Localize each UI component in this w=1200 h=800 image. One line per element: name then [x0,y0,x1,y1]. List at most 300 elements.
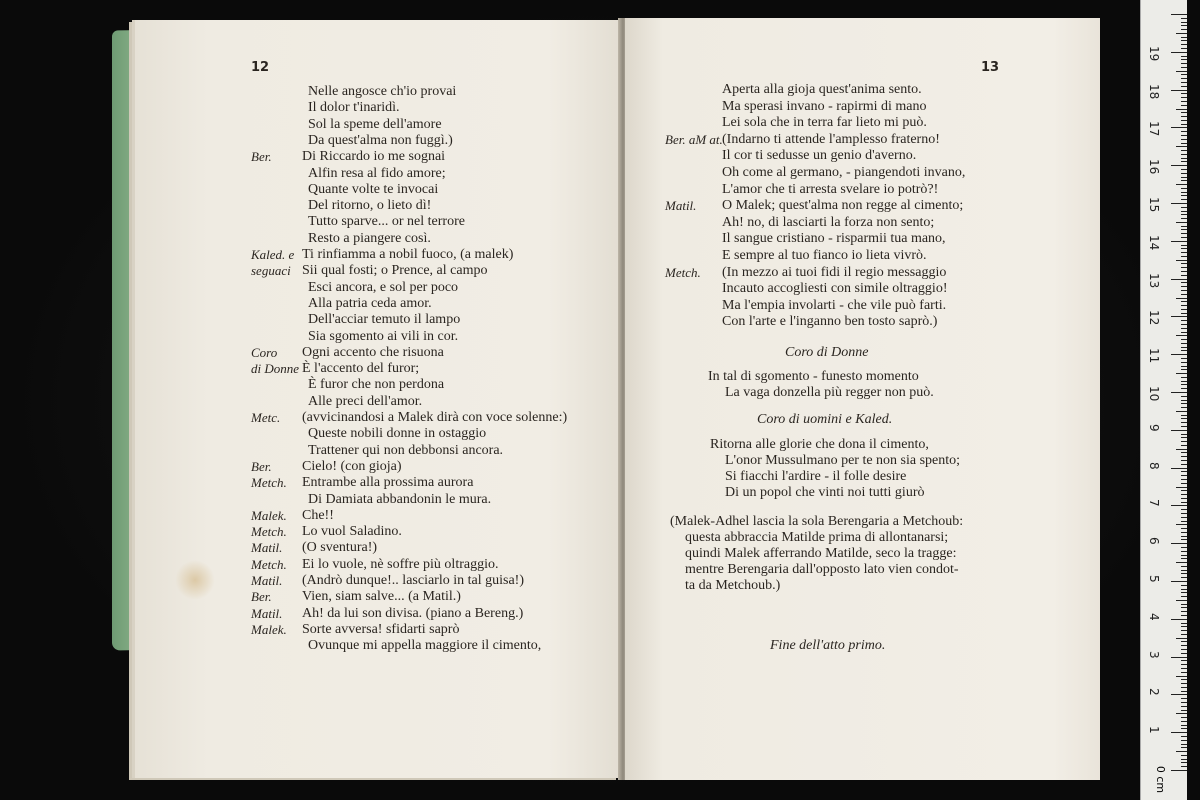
ruler-number: 15 [1147,197,1161,213]
ruler-tick [1181,324,1187,325]
ruler-tick [1176,411,1187,412]
verse-line: Quante volte te invocai [308,181,439,197]
ruler-tick [1181,343,1187,344]
ruler-tick [1181,555,1187,556]
ruler-tick [1181,683,1187,684]
stage-direction-line: questa abbraccia Matilde prima di allontanarsi; [685,530,949,545]
verse-line: Ovunque mi appella maggiore il cimento, [308,638,542,654]
speaker-label: Ber. [251,149,272,165]
measurement-ruler [1140,0,1187,800]
ruler-number: 13 [1147,272,1161,288]
ruler-number: 5 [1147,575,1161,583]
speaker-label: Matil. [665,198,697,214]
ruler-tick [1181,551,1187,552]
ruler-tick [1181,464,1187,465]
ruler-tick [1181,536,1187,537]
end-of-act: Fine dell'atto primo. [770,638,886,653]
speaker-label: Matil. [251,573,283,588]
verse-line: Alle preci dell'amor. [308,393,423,409]
ruler-tick [1181,532,1187,533]
ruler-tick [1181,604,1187,605]
ruler-tick [1181,762,1187,763]
ruler-tick [1181,282,1187,283]
ruler-tick [1181,226,1187,227]
ruler-tick [1176,184,1187,185]
ruler-tick [1171,581,1187,582]
ruler-tick [1171,468,1187,469]
ruler-unit-label: 0 cm [1154,765,1168,794]
ruler-tick [1181,626,1187,627]
ruler-tick [1181,717,1187,718]
ruler-tick [1176,676,1187,677]
ruler-tick [1181,93,1187,94]
donne-line: In tal di sgomento - funesto momento [708,369,919,384]
ruler-tick [1181,309,1187,310]
ruler-tick [1181,161,1187,162]
ruler-number: 19 [1147,45,1161,62]
ruler-tick [1181,483,1187,484]
ruler-tick [1181,521,1187,522]
ruler-tick [1171,619,1187,620]
verse-line: Vien, siam salve... (a Matil.) [302,589,461,605]
ruler-tick [1181,517,1187,518]
ruler-tick [1181,366,1187,367]
ruler-tick [1181,607,1187,608]
ruler-tick [1171,505,1187,506]
ruler-tick [1181,63,1187,64]
ruler-tick [1181,86,1187,87]
ruler-tick [1181,271,1187,272]
heading-coro-di-uomini: Coro di uomini e Kaled. [757,412,893,427]
ruler-tick [1181,566,1187,567]
ruler-tick [1181,245,1187,246]
uomini-line: L'onor Mussulmano per te non sia spento; [725,453,961,468]
ruler-tick [1181,766,1187,767]
ruler-tick [1176,600,1187,601]
ruler-tick [1181,528,1187,529]
ruler-tick [1181,441,1187,442]
ruler-tick [1181,400,1187,401]
ruler-tick [1171,127,1187,128]
ruler-tick [1181,388,1187,389]
page-number-right: 13 [981,60,1000,75]
ruler-number: 17 [1147,121,1161,137]
verse-line: Esci ancora, e sol per poco [308,279,459,295]
ruler-tick [1176,713,1187,714]
ruler-tick [1181,158,1187,159]
verse-line: E sempre al tuo fianco io lieta vivrò. [722,248,927,263]
ruler-tick [1181,502,1187,503]
ruler-tick [1181,747,1187,748]
ruler-tick [1171,241,1187,242]
verse-line: Entrambe alla prossima aurora [302,475,474,491]
ruler-tick [1181,37,1187,38]
ruler-tick [1181,320,1187,321]
verse-line: Trattener qui non debbonsi ancora. [308,442,504,458]
verse-line: Che!! [302,507,334,523]
ruler-tick [1181,97,1187,98]
ruler-tick [1181,653,1187,654]
ruler-tick [1181,263,1187,264]
ruler-tick [1181,332,1187,333]
verse-line: Il cor ti sedusse un genio d'averno. [722,148,917,164]
speaker-label: Metc. [251,410,281,425]
ruler-tick [1181,233,1187,234]
ruler-tick [1171,14,1187,15]
verse-line: Resto a piangere così. [308,230,431,246]
speaker-label: Kaled. e [251,247,295,262]
ruler-tick [1181,347,1187,348]
ruler-tick [1181,358,1187,359]
verse-line: Ogni accento che risuona [302,344,444,360]
ruler-number: 7 [1147,499,1161,508]
ruler-tick [1171,657,1187,658]
ruler-tick [1181,248,1187,249]
verse-line: Cielo! (con gioja) [302,458,402,474]
ruler-tick [1181,407,1187,408]
ruler-tick [1181,759,1187,760]
ruler-tick [1181,426,1187,427]
ruler-tick [1171,316,1187,317]
ruler-tick [1176,751,1187,752]
ruler-tick [1176,449,1187,450]
ruler-tick [1171,543,1187,544]
ruler-number: 12 [1147,310,1161,326]
stage-direction-line: mentre Berengaria dall'opposto lato vien condot- [685,562,959,577]
verse-line: Nelle angosce ch'io provai [308,84,457,99]
ruler-number: 8 [1147,461,1161,470]
ruler-tick [1181,105,1187,106]
ruler-tick [1176,487,1187,488]
ruler-tick [1181,120,1187,121]
ruler-tick [1171,203,1187,204]
ruler-tick [1176,109,1187,110]
ruler-tick [1181,513,1187,514]
verse-line: Ti rinfiamma a nobil fuoco, (a malek) [302,247,514,262]
ruler-tick [1176,524,1187,525]
ruler-tick [1181,25,1187,26]
ruler-tick [1181,660,1187,661]
ruler-tick [1181,101,1187,102]
stage-direction-line: ta da Metchoub.) [685,578,781,593]
ruler-tick [1181,744,1187,745]
ruler-tick [1181,199,1187,200]
ruler-tick [1181,139,1187,140]
ruler-tick [1181,82,1187,83]
ruler-tick [1181,664,1187,665]
ruler-tick [1181,736,1187,737]
ruler-tick [1181,706,1187,707]
verse-line: O Malek; quest'alma non regge al cimento; [722,198,964,214]
ruler-number: 3 [1147,650,1161,659]
ruler-tick [1181,456,1187,457]
verse-line: (Andrò dunque!.. lasciarlo in tal guisa!) [302,573,524,588]
ruler-tick [1181,634,1187,635]
ruler-tick [1176,335,1187,336]
ruler-tick [1181,460,1187,461]
ruler-tick [1181,377,1187,378]
speaker-label: di Donne [251,361,300,377]
ruler-tick [1181,275,1187,276]
ruler-tick [1181,301,1187,302]
ruler-tick [1181,286,1187,287]
ruler-number: 14 [1147,234,1161,251]
right-page [625,18,1100,780]
ruler-tick [1181,339,1187,340]
verse-line: Sorte avversa! sfidarti saprò [302,621,460,637]
ruler-tick [1181,78,1187,79]
ruler-tick [1181,649,1187,650]
ruler-tick [1176,638,1187,639]
heading-coro-di-donne: Coro di Donne [785,345,869,360]
ruler-tick [1176,71,1187,72]
ruler-tick [1181,267,1187,268]
ruler-number: 4 [1147,612,1161,621]
ruler-tick [1181,48,1187,49]
verse-line: Il sangue cristiano - risparmii tua mano, [722,231,946,247]
speaker-label: Metch. [665,264,701,280]
ruler-tick [1181,350,1187,351]
ruler-number: 18 [1147,83,1161,99]
verse-line: Alfin resa al fido amore; [308,165,446,181]
ruler-tick [1181,728,1187,729]
verse-line: Il dolor t'inaridì. [308,100,400,116]
ruler-tick [1181,59,1187,60]
ruler-number: 11 [1147,348,1161,364]
speaker-label: Coro [251,344,278,360]
verse-line: L'amor che ti arresta svelare io potrò?! [722,181,939,197]
verse-line: Ma sperasi invano - rapirmi di mano [722,98,927,114]
verse-line: È l'accento del furor; [302,361,420,377]
verse-line: Ei lo vuole, nè soffre più oltraggio. [302,556,499,572]
ruler-number: 9 [1147,423,1161,432]
ruler-tick [1181,313,1187,314]
ruler-tick [1181,679,1187,680]
ruler-tick [1181,169,1187,170]
ruler-tick [1181,698,1187,699]
ruler-tick [1181,596,1187,597]
ruler-number: 1 [1147,726,1161,734]
ruler-tick [1181,641,1187,642]
ruler-tick [1181,328,1187,329]
ruler-tick [1181,135,1187,136]
ruler-tick [1181,173,1187,174]
ruler-tick [1181,437,1187,438]
verse-line: Ah! no, di lasciarti la forza non sento; [722,214,935,230]
ruler-tick [1181,384,1187,385]
ruler-tick [1176,562,1187,563]
verse-line: Oh come al germano, - piangendoti invano, [722,165,966,180]
ruler-tick [1181,218,1187,219]
ruler-tick [1181,475,1187,476]
ruler-tick [1181,22,1187,23]
ruler-tick [1181,305,1187,306]
verse-line: Incauto accogliesti con simile oltraggio! [722,281,948,297]
ruler-tick [1181,56,1187,57]
ruler-tick [1181,207,1187,208]
ruler-tick [1181,195,1187,196]
verse-line: Ah! da lui son divisa. (piano a Bereng.) [302,605,524,621]
ruler-tick [1181,755,1187,756]
ruler-tick [1181,740,1187,741]
ruler-tick [1181,177,1187,178]
ruler-tick [1181,44,1187,45]
ruler-tick [1171,90,1187,91]
ruler-tick [1181,74,1187,75]
verse-line: Sia sgomento ai vili in cor. [308,328,459,344]
speaker-label: seguaci [251,263,291,279]
ruler-tick [1181,67,1187,68]
ruler-tick [1181,725,1187,726]
ruler-tick [1171,770,1187,771]
ruler-tick [1181,415,1187,416]
ruler-number: 10 [1147,386,1161,402]
uomini-line: Ritorna alle glorie che dona il cimento, [710,437,929,452]
ruler-tick [1181,229,1187,230]
ruler-tick [1181,494,1187,495]
ruler-tick [1181,192,1187,193]
ruler-tick [1181,668,1187,669]
ruler-tick [1181,672,1187,673]
ruler-tick [1181,710,1187,711]
ruler-tick [1181,547,1187,548]
verse-line: Del ritorno, o lieto dì! [308,198,432,214]
speaker-label: Metch. [251,556,287,572]
ruler-tick [1176,33,1187,34]
ruler-tick [1181,214,1187,215]
speaker-label: Matil. [251,540,283,556]
ruler-tick [1181,585,1187,586]
left-page [135,20,622,778]
stage-direction-line: (Malek-Adhel lascia la sola Berengaria a Metchoub: [670,514,964,529]
ruler-number: 16 [1147,159,1161,175]
ruler-tick [1181,623,1187,624]
speaker-label: Ber. [251,589,272,605]
verse-line: Alla patria ceda amor. [308,295,432,311]
ruler-tick [1181,369,1187,370]
speaker-label: Metch. [251,524,287,540]
ruler-tick [1181,570,1187,571]
speaker-label: Ber. [251,458,272,474]
ruler-tick [1181,418,1187,419]
ruler-tick [1181,630,1187,631]
ruler-tick [1181,29,1187,30]
ruler-tick [1176,222,1187,223]
uomini-line: Di un popol che vinti noi tutti giurò [725,485,925,500]
ruler-tick [1181,143,1187,144]
ruler-tick [1171,354,1187,355]
verse-line: È furor che non perdona [308,377,445,393]
ruler-tick [1181,490,1187,491]
speaker-label: Malek. [251,621,287,637]
ruler-tick [1181,154,1187,155]
verse-line: (Indarno ti attende l'amplesso fraterno! [722,131,940,147]
ruler-tick [1171,694,1187,695]
verse-line: (avvicinandosi a Malek dirà con voce solenne:) [302,410,568,425]
verse-line: Tutto sparve... or nel terrore [308,214,465,230]
verse-line: Lei sola che in terra far lieto mi può. [722,115,927,131]
ruler-tick [1181,558,1187,559]
ruler-number: 2 [1147,688,1161,697]
ruler-tick [1176,298,1187,299]
speaker-label: Matil. [251,605,283,621]
ruler-tick [1181,381,1187,382]
ruler-tick [1181,498,1187,499]
ruler-tick [1181,18,1187,19]
ruler-tick [1181,539,1187,540]
page-number-left: 12 [251,60,270,75]
ruler-tick [1181,471,1187,472]
ruler-tick [1181,40,1187,41]
verse-line: Con l'arte e l'inganno ben tosto saprò.) [722,314,938,330]
ruler-tick [1181,479,1187,480]
verse-line: Aperta alla gioja quest'anima sento. [722,82,922,97]
ruler-tick [1181,112,1187,113]
ruler-tick [1181,573,1187,574]
ruler-tick [1171,392,1187,393]
verse-line: Sii qual fosti; o Prence, al campo [302,263,488,279]
ruler-tick [1181,294,1187,295]
speaker-label: Ber. aM at. [665,131,723,147]
ruler-tick [1181,124,1187,125]
ruler-tick [1181,577,1187,578]
verse-line: Dell'acciar temuto il lampo [308,312,461,328]
ruler-tick [1181,422,1187,423]
ruler-tick [1181,702,1187,703]
ruler-tick [1181,691,1187,692]
ruler-tick [1181,721,1187,722]
verse-line: Da quest'alma non fuggì.) [308,132,453,148]
foxing-stain [175,560,215,600]
ruler-tick [1171,430,1187,431]
ruler-tick [1181,434,1187,435]
ruler-tick [1176,260,1187,261]
ruler-tick [1171,52,1187,53]
ruler-tick [1171,279,1187,280]
verse-line: Ma l'empia involarti - che vile può farti. [722,297,947,313]
stage-direction-line: quindi Malek afferrando Matilde, seco la tragge: [685,546,957,561]
ruler-tick [1181,396,1187,397]
ruler-tick [1181,403,1187,404]
ruler-tick [1176,373,1187,374]
ruler-tick [1181,615,1187,616]
ruler-tick [1181,589,1187,590]
ruler-tick [1181,180,1187,181]
ruler-tick [1181,150,1187,151]
ruler-tick [1181,237,1187,238]
ruler-number: 6 [1147,537,1161,545]
ruler-tick [1181,445,1187,446]
verse-line: Sol la speme dell'amore [308,116,442,132]
verse-line: Di Damiata abbandonin le mura. [308,491,492,507]
uomini-line: Si fiacchi l'ardire - il folle desire [725,469,907,484]
ruler-tick [1181,188,1187,189]
ruler-tick [1181,252,1187,253]
ruler-tick [1181,290,1187,291]
ruler-tick [1181,131,1187,132]
speaker-label: Metch. [251,475,287,491]
ruler-tick [1181,592,1187,593]
ruler-tick [1181,211,1187,212]
ruler-tick [1171,732,1187,733]
speaker-label: Malek. [251,507,287,523]
verse-line: Lo vuol Saladino. [302,524,402,540]
verse-line: (In mezzo ai tuoi fidi il regio messaggio [722,264,947,280]
verse-line: Di Riccardo io me sognai [302,149,446,165]
ruler-tick [1176,146,1187,147]
ruler-tick [1181,116,1187,117]
ruler-tick [1181,611,1187,612]
